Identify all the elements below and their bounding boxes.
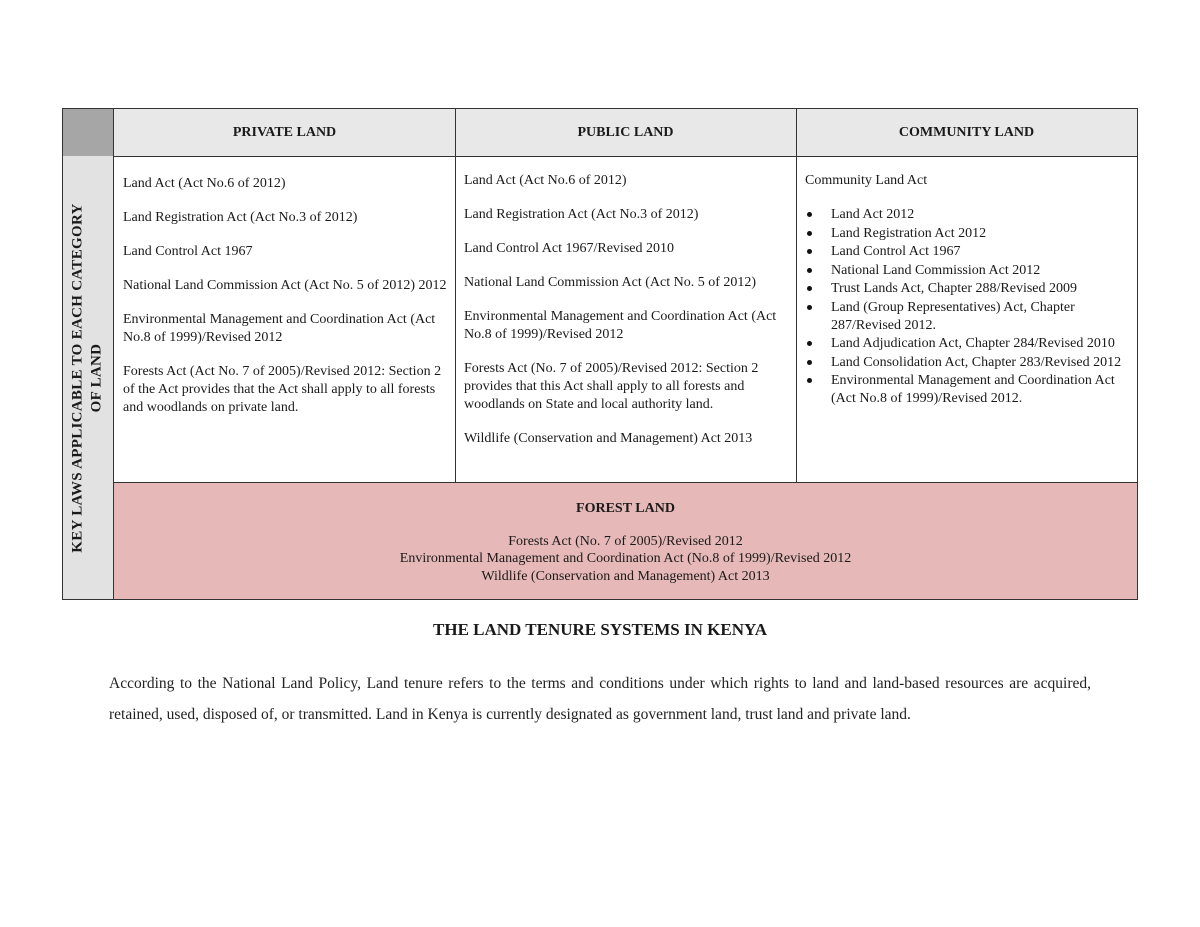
law-item: Land Control Act 1967 (123, 244, 253, 259)
law-item: Land Control Act 1967/Revised 2010 (464, 241, 674, 256)
header-community-land: COMMUNITY LAND (796, 109, 1137, 157)
list-item: Land Registration Act 2012 (805, 225, 1129, 243)
law-item: Land Registration Act (Act No.3 of 2012) (123, 210, 358, 225)
law-item: Land Act (Act No.6 of 2012) (464, 173, 627, 188)
law-item: Wildlife (Conservation and Management) Act 2013 (464, 431, 753, 446)
community-intro: Community Land Act (805, 173, 928, 188)
corner-cell (63, 109, 113, 156)
law-item: Environmental Management and Coordination Act (Act No.8 of 1999)/Revised 2012 (123, 312, 436, 345)
forest-law-line: Wildlife (Conservation and Management) Act 2013 (481, 568, 770, 584)
list-item: Land Act 2012 (805, 206, 1129, 224)
community-law-list (805, 206, 1129, 408)
list-item: Land Consolidation Act, Chapter 283/Revised 2012 (805, 354, 1129, 372)
law-item: National Land Commission Act (Act No. 5 of 2012) (464, 275, 757, 290)
header-private-land: PRIVATE LAND (114, 109, 455, 157)
law-item: Forests Act (No. 7 of 2005)/Revised 2012: Section 2 provides that this Act shall apply to all forests and woodlands on State and local authority land. (464, 361, 759, 412)
forest-law-line: Forests Act (No. 7 of 2005)/Revised 2012 (508, 533, 743, 549)
list-item: Trust Lands Act, Chapter 288/Revised 2009 (805, 280, 1129, 298)
public-land-laws (456, 157, 796, 482)
community-land-laws (797, 157, 1137, 482)
section-title: THE LAND TENURE SYSTEMS IN KENYA (433, 620, 767, 639)
side-label: KEY LAWS APPLICABLE TO EACH CATEGORY OF LAND (70, 202, 105, 553)
law-item: Land Registration Act (Act No.3 of 2012) (464, 207, 699, 222)
law-item: Land Act (Act No.6 of 2012) (123, 176, 286, 191)
body-paragraph: According to the National Land Policy, Land tenure refers to the terms and conditions under which rights to land and land-based resources are acquired, retained, used, disposed of, or transmitted. Land in Kenya is currently designated as government land, trust land and private land. (109, 675, 1091, 723)
law-item: National Land Commission Act (Act No. 5 of 2012) 2012 (123, 278, 447, 293)
list-item: Land Adjudication Act, Chapter 284/Revised 2010 (805, 335, 1129, 353)
forest-land-row (114, 482, 1137, 599)
side-label-column (63, 109, 114, 599)
law-item: Forests Act (Act No. 7 of 2005)/Revised 2012: Section 2 of the Act provides that the Act shall apply to all forests and woodlands on private land. (123, 364, 442, 415)
header-public-land: PUBLIC LAND (455, 109, 796, 157)
private-land-laws (115, 157, 455, 482)
list-item: Land Control Act 1967 (805, 243, 1129, 261)
forest-land-title: FOREST LAND (576, 501, 675, 516)
law-item: Environmental Management and Coordination Act (Act No.8 of 1999)/Revised 2012 (464, 309, 777, 342)
forest-law-line: Environmental Management and Coordination Act (No.8 of 1999)/Revised 2012 (399, 551, 852, 566)
list-item: National Land Commission Act 2012 (805, 262, 1129, 280)
list-item: Land (Group Representatives) Act, Chapter 287/Revised 2012. (805, 299, 1129, 335)
list-item: Environmental Management and Coordination Act (Act No.8 of 1999)/Revised 2012. (805, 372, 1129, 408)
land-laws-table (62, 108, 1138, 600)
